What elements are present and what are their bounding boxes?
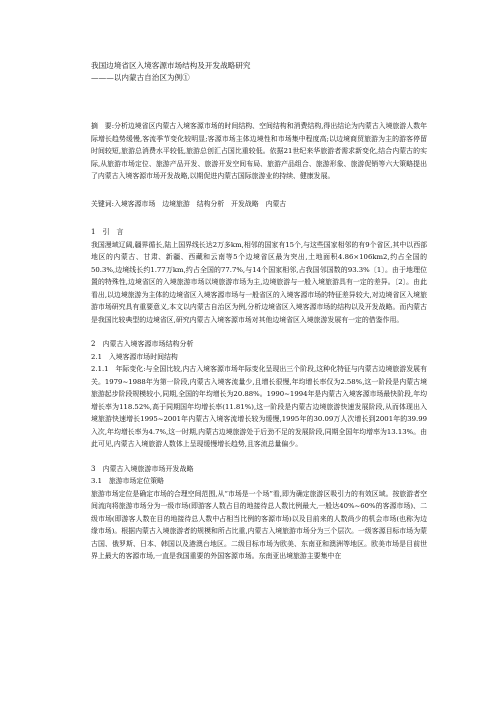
spacer (91, 451, 427, 463)
section-1-paragraph: 我国漫域辽阔,疆界循长,陆上国界线长达2万多km,相邻的国家有15个,与这些国家相邻的有9个省区,其中以西部地区的内蒙古、甘肃、新疆、西藏和云南等5个边境省区最为突出,土地面积4.86×106km2,约占全国的50.3%,边境线长约1.77万km,约占全国的77.7%,与14个国家相邻,占我国邻国数的93.3%〔1〕。由于地理位置的特殊性,边境省区的入境旅游市场以境旅游市场为主,边境旅游与一般入境旅游具有一定的差异。〔2〕。由此看出,以边境旅游为主体的边境省区入境客源市场与一般省区的入境客源市场的特征差异较大,对边境省区入境旅游市场研究具有重要意义,本文以内蒙古自治区为例,分析边境省区入境客源市场的结构以及开发战略。而内蒙古是我国比较典型的边境省区,研究内蒙古入境客源市场对其他边境省区入境旅游发展有一定的借鉴作用。 (91, 240, 427, 324)
keywords-line: 关键词:入境客源市场 边境旅游 结构分析 开发战略 内蒙古 (91, 199, 287, 208)
abstract-paragraph: 摘 要:分析边境省区内蒙古入境客源市场的时间结构、空间结构和消费结构,得出结论为内蒙古入境旅游人数年际增长趋势缓慢,客流季节变化较明显;客源市场主体边境性和市场集中程度高;以边境商贸旅游为主的游客停留时间较短,旅游总消费水平较低,旅游总创汇占国比重较低。依据21世纪来华旅游者需求新变化,结合内蒙古的实际,从旅游市场定位、旅游产品开发、旅游开发空间布局、旅游产品组合、旅游形象、旅游促销等六大策略提出了内蒙古入境客源市场开发战略,以期促进内蒙古国际旅游业的持续、健康发展。 (91, 122, 427, 180)
document-page (91, 60, 427, 563)
section-2-heading: 2 内蒙古入境客源市场结构分析 (91, 340, 194, 348)
section-3-heading: 3 内蒙古入境旅游市场开发战略 (91, 464, 194, 473)
document-subtitle: ———以内蒙古自治区为例① (91, 73, 190, 82)
section-2-1-1-paragraph: 2.1.1 年际变化:与全国比较,内古入境客源市场年际变化呈现出三个阶段,这种化特征与内蒙古边境旅游发展有关。1979~1988年为第一阶段,内蒙古入境客流量少,且增长很慢,年均增长率仅为2.58%,这一阶段是内蒙古境旅游起步阶段规模较小,同期,全国的年均增长为20.88%。1990~1994年是内蒙古入境客源市场最快阶段,年均增长率为118.52%,高于同期国年均增长率(11.81%),这一阶段是内蒙古边境旅游快速发展阶段,从而体现出入境旅游快速增长1995~2001年内蒙古入境客流增长较为缓慢,1995年的30.09万人次增长到2001年的39.99入次,年均增长率为4.7%,这一时期,内蒙古边境旅游处于后劲不足的发展阶段,同期全国年均增率为13.13%。由此可见,内蒙古入境旅游人数体上呈现缓慢增长趋势,且客流总量偏少。 (91, 365, 427, 448)
spacer (91, 326, 427, 338)
section-1-heading: 1 引 言 (91, 228, 124, 236)
section-3-1-heading: 3.1 旅游市场定位策略 (91, 477, 164, 485)
section-2-1-heading: 2.1 入境客源市场时间结构 (91, 352, 178, 361)
document-title: 我国边境省区入境客源市场结构及开发战略研究 (91, 61, 251, 70)
section-3-1-paragraph: 旅游市场定位是确定市场的合理空间范围,从“市场是一个场”看,即为确定旅游区吸引力的有效区域。按旅游者空间流向将旅游市场分为一级市场(即游客人数占目的地接待总人数比例最大,一般达40%~60%的客源市场)、二级市场(即游客人数在目的地接待总人数中占相当比例的客源市场)以及目前来的人数尚少的机会市场(也称为边缘市场)。根据内蒙古入境旅游者的规模和所占比重,内蒙古入境旅游市场分为三个层次。一级客源目标市场为蒙古国、俄罗斯、日本、韩国以及港澳台地区。二级目标市场为欧美、东南亚和澳洲等地区。欧美市场是目前世界上最大的客源市场,一直是我国重要的外国客源市场。东南亚出境旅游主要集中在 (91, 489, 427, 560)
